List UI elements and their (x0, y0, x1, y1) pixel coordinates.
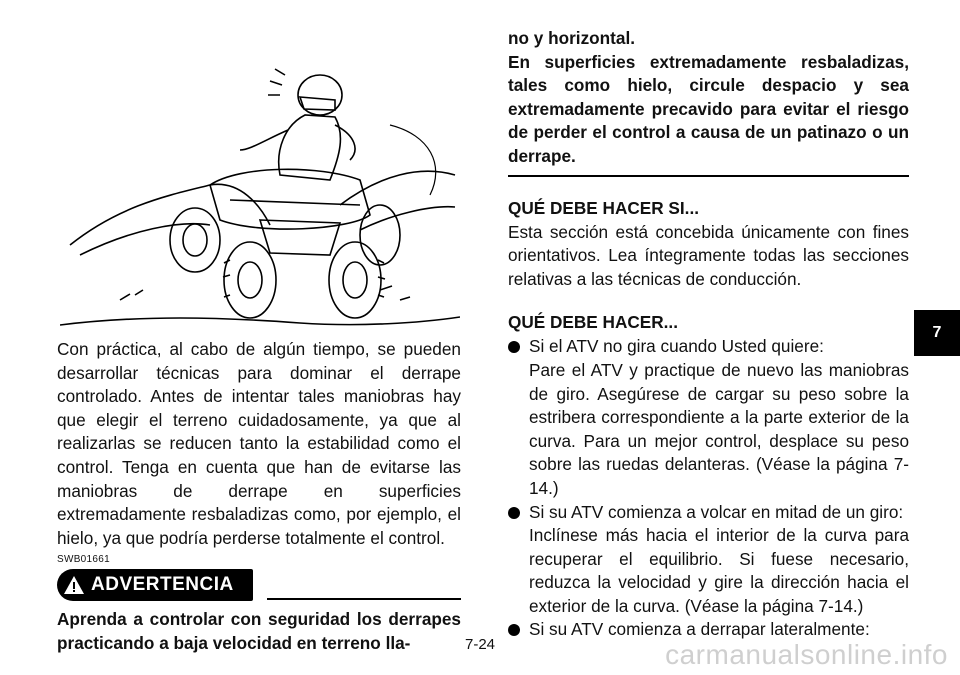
chapter-tab: 7 (914, 310, 960, 356)
warning-end-rule (508, 175, 909, 177)
list-item-body: Inclínese más hacia el interior de la curva para recuperar el equilibrio. Si fuese necesario, reduzca la velocidad y gire la dirección hacia el exterior de la curva. (Véase la página 7-14.) (529, 525, 909, 616)
warning-text-2: En superficies extremadamente resbaladizas, tales como hielo, circule despacio y sea extremadamente precavido para evitar el riesgo de perder el control a causa de un patinazo o un derrape. (508, 51, 909, 166)
list-item-title: Si su ATV comienza a derrapar lateralmente: (529, 619, 870, 640)
warning-code: SWB01661 (57, 554, 110, 566)
list-item-title: Si su ATV comienza a volcar en mitad de un giro: (529, 501, 904, 522)
watermark: carmanualsonline.info (665, 639, 948, 670)
intro-paragraph: Con práctica, al cabo de algún tiempo, se pueden desarrollar técnicas para dominar el derrape controlado. Antes de intentar tales maniobras hay que elegir el terreno cuidadosamente, ya que al realizarlas se reducen tanto la estabilidad como el control. Tenga en cuenta que han de evitarse las maniobras de derrape en superficies extremadamente resbaladizas como, por ejemplo, el hielo, ya que podría perderse totalmente el control. (57, 339, 461, 548)
section-heading-2: QUÉ DEBE HACER... (508, 312, 678, 333)
list-item-body: Pare el ATV y practique de nuevo las maniobras de giro. Asegúrese de cargar su peso sobre la estribera correspondiente a la parte exterior de la curva. Para un mejor control, desplace su peso sobre las ruedas delanteras. (Véase la página 7-14.) (529, 359, 909, 498)
page-number: 7-24 (464, 636, 496, 653)
bullet-icon (508, 624, 520, 636)
left-column (57, 338, 461, 656)
warning-header (57, 568, 461, 602)
warning-continuation: no y horizontal. (508, 28, 635, 48)
warning-text: Aprenda a controlar con seguridad los derrapes practicando a baja velocidad en terreno lla- (57, 609, 461, 653)
bullet-icon (508, 341, 520, 353)
list-item (508, 335, 909, 359)
warning-triangle-icon (63, 575, 85, 595)
atv-rider-illustration (60, 55, 460, 340)
warning-rule (267, 570, 461, 600)
right-column (508, 27, 909, 642)
bullet-icon (508, 507, 520, 519)
warning-label: ADVERTENCIA (91, 574, 234, 596)
section-heading-1: QUÉ DEBE HACER SI... (508, 197, 700, 218)
section-paragraph-1: Esta sección está concebida únicamente con fines orientativos. Lea íntegramente todas las secciones relativas a las técnicas de conducción. (508, 221, 909, 289)
list-item-title: Si el ATV no gira cuando Usted quiere: (529, 336, 824, 357)
list-item (508, 501, 909, 525)
warning-badge (57, 569, 253, 601)
